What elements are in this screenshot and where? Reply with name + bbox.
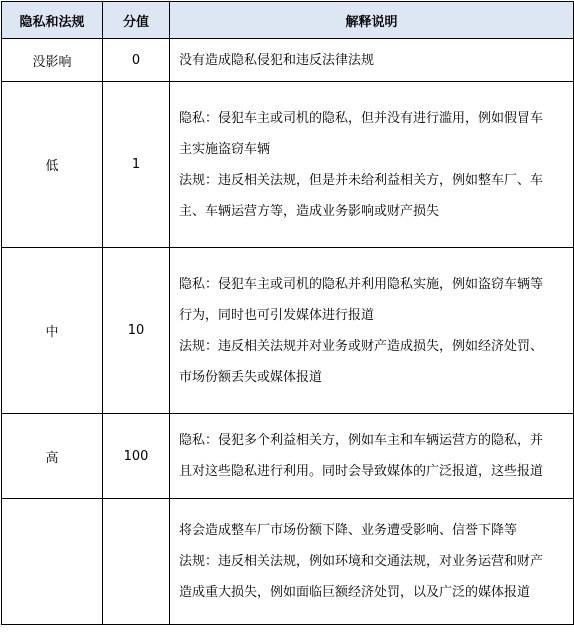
- explanation-line: 隐私：侵犯车主或司机的隐私，但并没有进行滥用，例如假冒车: [179, 110, 544, 126]
- explanation-cell: [170, 248, 574, 414]
- score-cell: 10: [103, 248, 170, 414]
- explanation-line: 将会造成整车厂市场份额下降、业务遭受影响、信誉下降等: [179, 523, 518, 538]
- score-cell: 0: [103, 39, 170, 82]
- header-score: 分值: [103, 2, 170, 39]
- explanation-cell: [170, 82, 574, 248]
- explanation-line: 法规：违反相关法规并对业务或财产造成损失，例如经济处罚、: [179, 338, 544, 354]
- explanation-line: 法规：违反相关法规，但是并未给利益相关方，例如整车厂、车: [179, 172, 544, 188]
- table-row: [2, 39, 574, 82]
- privacy-regulation-table: [1, 1, 574, 625]
- explanation-line: 市场份额丢失或媒体报道: [179, 369, 323, 385]
- explanation-line: 且对这些隐私进行利用。同时会导致媒体的广泛报道，这些报道: [179, 464, 544, 479]
- explanation-line: 隐私：侵犯车主或司机的隐私并利用隐私实施，例如盗窃车辆等: [179, 276, 544, 292]
- level-cell: 低: [2, 82, 103, 248]
- explanation-line: 行为，同时也可引发媒体进行报道: [179, 307, 375, 323]
- explanation-line: 法规：违反相关法规，例如环境和交通法规，对业务运营和财产: [179, 554, 544, 569]
- explanation-line: 隐私：侵犯多个利益相关方，例如车主和车辆运营方的隐私，并: [179, 433, 544, 448]
- explanation-line: 主、车辆运营方等，造成业务影响或财产损失: [179, 203, 440, 219]
- score-cell: 100: [103, 414, 170, 499]
- score-cell: 1: [103, 82, 170, 248]
- explanation-cell: [170, 39, 574, 82]
- table-row: [2, 82, 574, 248]
- level-cell: [2, 499, 103, 625]
- header-privacy-regulation: 隐私和法规: [2, 2, 103, 39]
- table-row: [2, 499, 574, 625]
- explanation-line: 主实施盗窃车辆: [179, 141, 271, 157]
- level-cell: 没影响: [2, 39, 103, 82]
- header-explanation: 解释说明: [170, 2, 574, 39]
- level-cell: 高: [2, 414, 103, 499]
- explanation-cell: [170, 499, 574, 625]
- score-cell: [103, 499, 170, 625]
- explanation-cell: [170, 414, 574, 499]
- table-row: [2, 414, 574, 499]
- table-row: [2, 248, 574, 414]
- level-cell: 中: [2, 248, 103, 414]
- header-row: [2, 2, 574, 39]
- explanation-line: 没有造成隐私侵犯和违反法律法规: [179, 52, 375, 68]
- explanation-line: 造成重大损失，例如面临巨额经济处罚，以及广泛的媒体报道: [179, 585, 531, 600]
